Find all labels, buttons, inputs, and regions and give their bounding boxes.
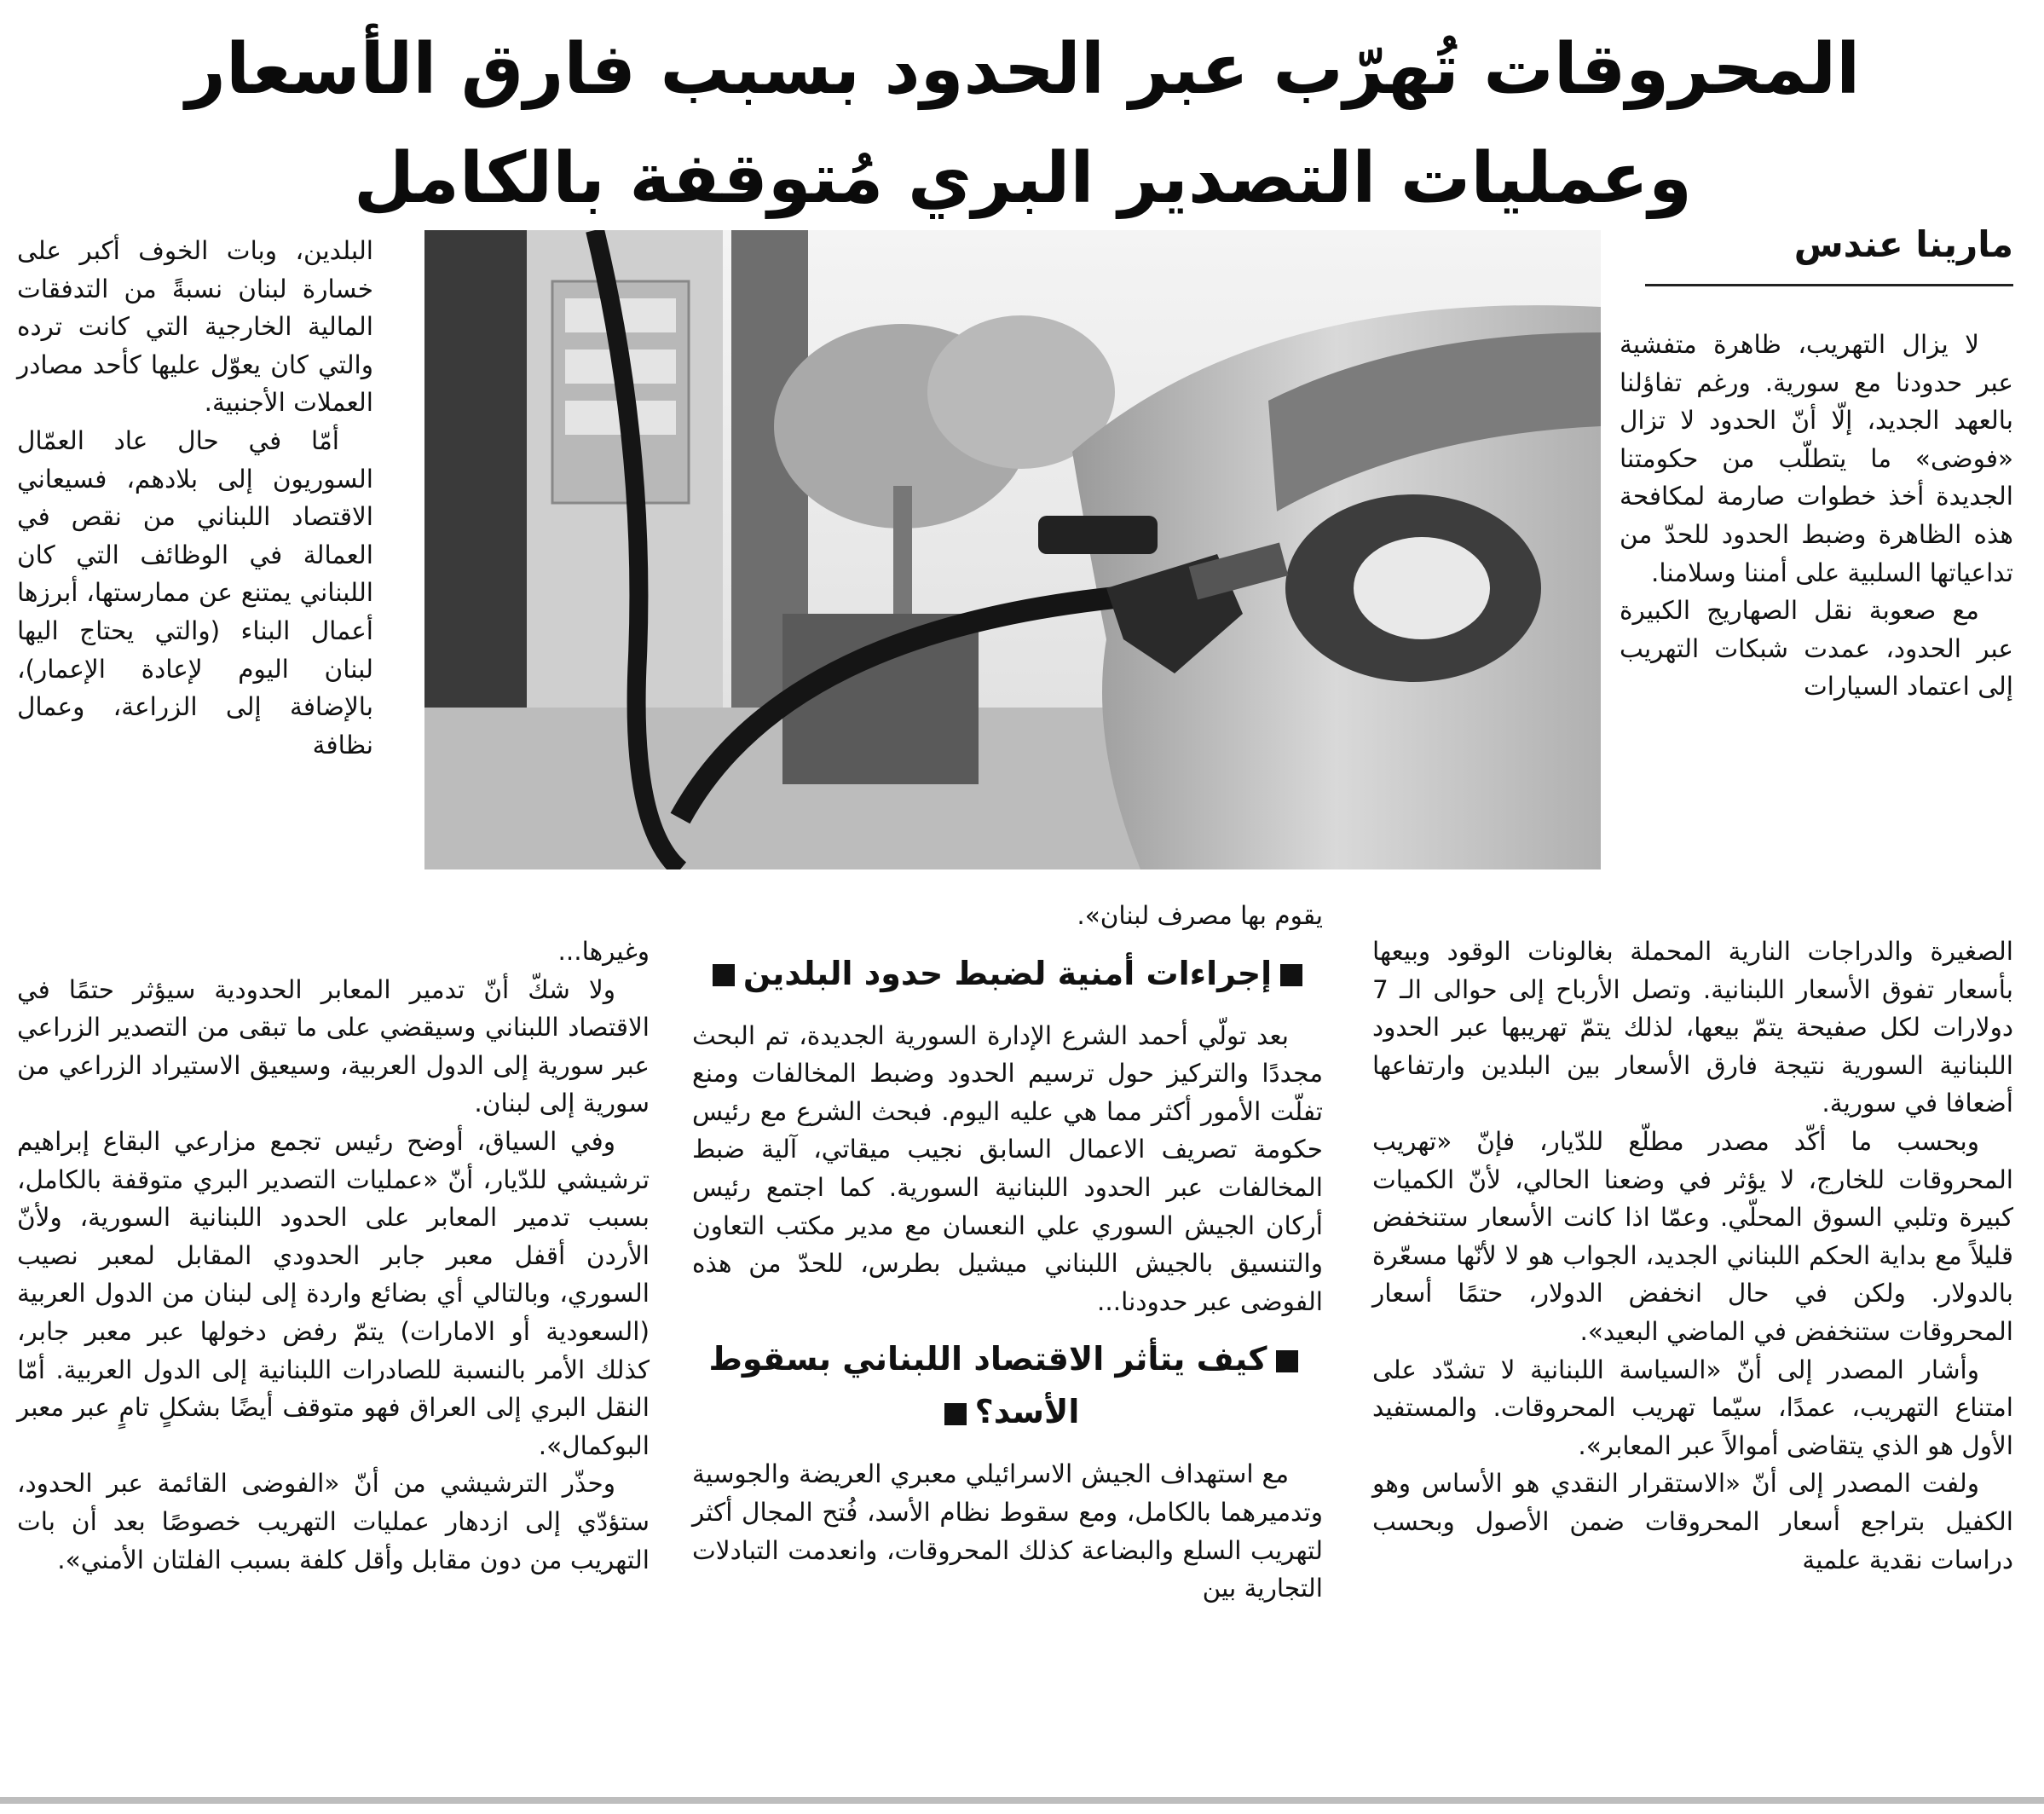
paragraph: يقوم بها مصرف لبنان». — [1077, 901, 1323, 930]
paragraph: وغيرها... — [557, 937, 650, 966]
paragraph: لا يزال التهريب، ظاهرة متفشية عبر حدودنا مع سورية. ورغم تفاؤلنا بالعهد الجديد، إلّا أنّ الحدود لا تزال «فوضى» ما يتطلّب من حكومتنا الجديدة أخذ خطوات صارمة لمكافحة هذه الظاهرة وضبط الحدود للحدّ من تداعياتها السلبية على أمننا وسلامنا. — [1620, 330, 2013, 587]
headline — [111, 15, 1935, 234]
paragraph: وبحسب ما أكّد مصدر مطلّع للدّيار، فإنّ «تهريب المحروقات للخارج، لا يؤثر في وضعنا الحالي، لأنّ الكميات كبيرة وتلبي السوق المحلّي. وعمّا اذا كانت الأسعار ستنخفض قليلاً مع بداية الحكم اللبناني الجديد، الجواب هو لا لأنّها مسعّرة بالدولار. ولكن في حال انخفض الدولار، حتمًا أسعار المحروقات ستنخفض في الماضي البعيد». — [1372, 1126, 2013, 1346]
square-bullet-icon — [1280, 964, 1302, 986]
article-photo — [424, 230, 1601, 869]
column-left-bottom — [17, 933, 650, 1579]
paragraph: بعد تولّي أحمد الشرع الإدارة السورية الجديدة، تم البحث مجددًا والتركيز حول ترسيم الحدود وضبط المخالفات ومنع تفلّت الأمور أكثر مما هي عليه اليوم. فبحث الشرع مع رئيس حكومة تصريف الاعمال السابق نجيب ميقاتي، آلية ضبط المخالفات عبر الحدود اللبنانية السورية. كما اجتمع رئيس أركان الجيش السوري علي النعسان مع مدير مكتب التعاون والتنسيق بالجيش اللبناني ميشيل بطرس، للحدّ من هذه الفوضى عبر حدودنا... — [692, 1020, 1323, 1316]
paragraph: ولفت المصدر إلى أنّ «الاستقرار النقدي هو الأساس وهو الكفيل بتراجع أسعار المحروقات ضمن الأصول وبحسب دراسات نقدية علمية — [1372, 1469, 2013, 1574]
paragraph: البلدين، وبات الخوف أكبر على خسارة لبنان نسبةً من التدفقات المالية الخارجية التي كانت ترده والتي كان يعوّل عليها كأحد مصادر العملات الأجنبية. — [17, 236, 373, 418]
fuel-nozzle-car-photo-icon — [424, 230, 1601, 869]
subheading-economy: كيف يتأثر الاقتصاد اللبناني بسقوط الأسد؟ — [692, 1332, 1323, 1438]
paragraph: أمّا في حال عاد العمّال السوريون إلى بلادهم، فسيعاني الاقتصاد اللبناني من نقص في العمالة في الوظائف التي كان اللبناني يمتنع عن ممارستها، أبرزها أعمال البناء (والتي يحتاج اليها لبنان اليوم لإعادة الإعمار)، بالإضافة إلى الزراعة، وعمال نظافة — [17, 425, 373, 760]
paragraph: وفي السياق، أوضح رئيس تجمع مزارعي البقاع إبراهيم ترشيشي للدّيار، أنّ «عمليات التصدير البري متوقفة بالكامل، بسبب تدمير المعابر على الحدود اللبنانية السورية، ولأنّ الأردن أقفل معبر جابر الحدودي المقابل لمعبر نصيب السوري، وبالتالي أي بضائع واردة إلى لبنان من الدول العربية (السعودية أو الامارات) يتمّ رفض دخولها عبر معبر جابر، كذلك الأمر بالنسبة للصادرات اللبنانية إلى الدول العربية. أمّا النقل البري إلى العراق فهو متوقف أيضًا بشكلٍ تامٍ عبر معبر البوكمال». — [17, 1126, 650, 1460]
column-left-top — [17, 232, 373, 764]
headline-line-2: وعمليات التصدير البري مُتوقفة بالكامل — [353, 138, 1693, 219]
paragraph: مع صعوبة نقل الصهاريج الكبيرة عبر الحدود، عمدت شبكات التهريب إلى اعتماد السيارات — [1620, 596, 2013, 702]
column-right — [1620, 326, 2013, 706]
square-bullet-icon — [713, 964, 735, 986]
paragraph: الصغيرة والدراجات النارية المحملة بغالونات الوقود وبيعها بأسعار تفوق الأسعار اللبنانية. وتصل الأرباح إلى حوالى الـ 7 دولارات لكل صفيحة يتمّ بيعها، لذلك يتمّ تهريبها عبر الحدود اللبنانية السورية نتيجة فارق الأسعار بين البلدين وارتفاعها أضعافا في سورية. — [1372, 937, 2013, 1118]
paragraph: وحذّر الترشيشي من أنّ «الفوضى القائمة عبر الحدود، ستؤدّي إلى ازدهار عمليات التهريب خصوصًا بعد أن بات التهريب من دون مقابل وأقل كلفة بسبب الفلتان الأمني». — [17, 1469, 650, 1574]
subheading-security: إجراءات أمنية لضبط حدود البلدين — [692, 947, 1323, 1000]
square-bullet-icon — [1276, 1350, 1298, 1372]
paragraph: ولا شكّ أنّ تدمير المعابر الحدودية سيؤثر حتمًا في الاقتصاد اللبناني وسيقضي على ما تبقى من التصدير الزراعي عبر سورية إلى الدول العربية، وسيعيق الاستيراد الزراعي من سورية إلى لبنان. — [17, 974, 650, 1118]
author-byline: مارينا عندس — [1645, 223, 2013, 286]
headline-line-1: المحروقات تُهرّب عبر الحدود بسبب فارق الأسعار — [185, 29, 1861, 110]
bottom-divider — [0, 1797, 2044, 1804]
column-right-wide — [1372, 933, 2013, 1579]
paragraph: وأشار المصدر إلى أنّ «السياسة اللبنانية لا تشدّد على امتناع التهريب، عمدًا، سيّما تهريب المحروقات. والمستفيد الأول هو الذي يتقاضى أموالاً عبر المعابر». — [1372, 1355, 2013, 1460]
square-bullet-icon — [944, 1403, 967, 1425]
paragraph: مع استهداف الجيش الاسرائيلي معبري العريضة والجوسية وتدميرهما بالكامل، ومع سقوط نظام الأسد، فُتح المجال أكثر لتهريب السلع والبضاعة كذلك المحروقات، وانعدمت التبادلات التجارية بين — [692, 1459, 1323, 1603]
column-middle — [692, 897, 1323, 1608]
